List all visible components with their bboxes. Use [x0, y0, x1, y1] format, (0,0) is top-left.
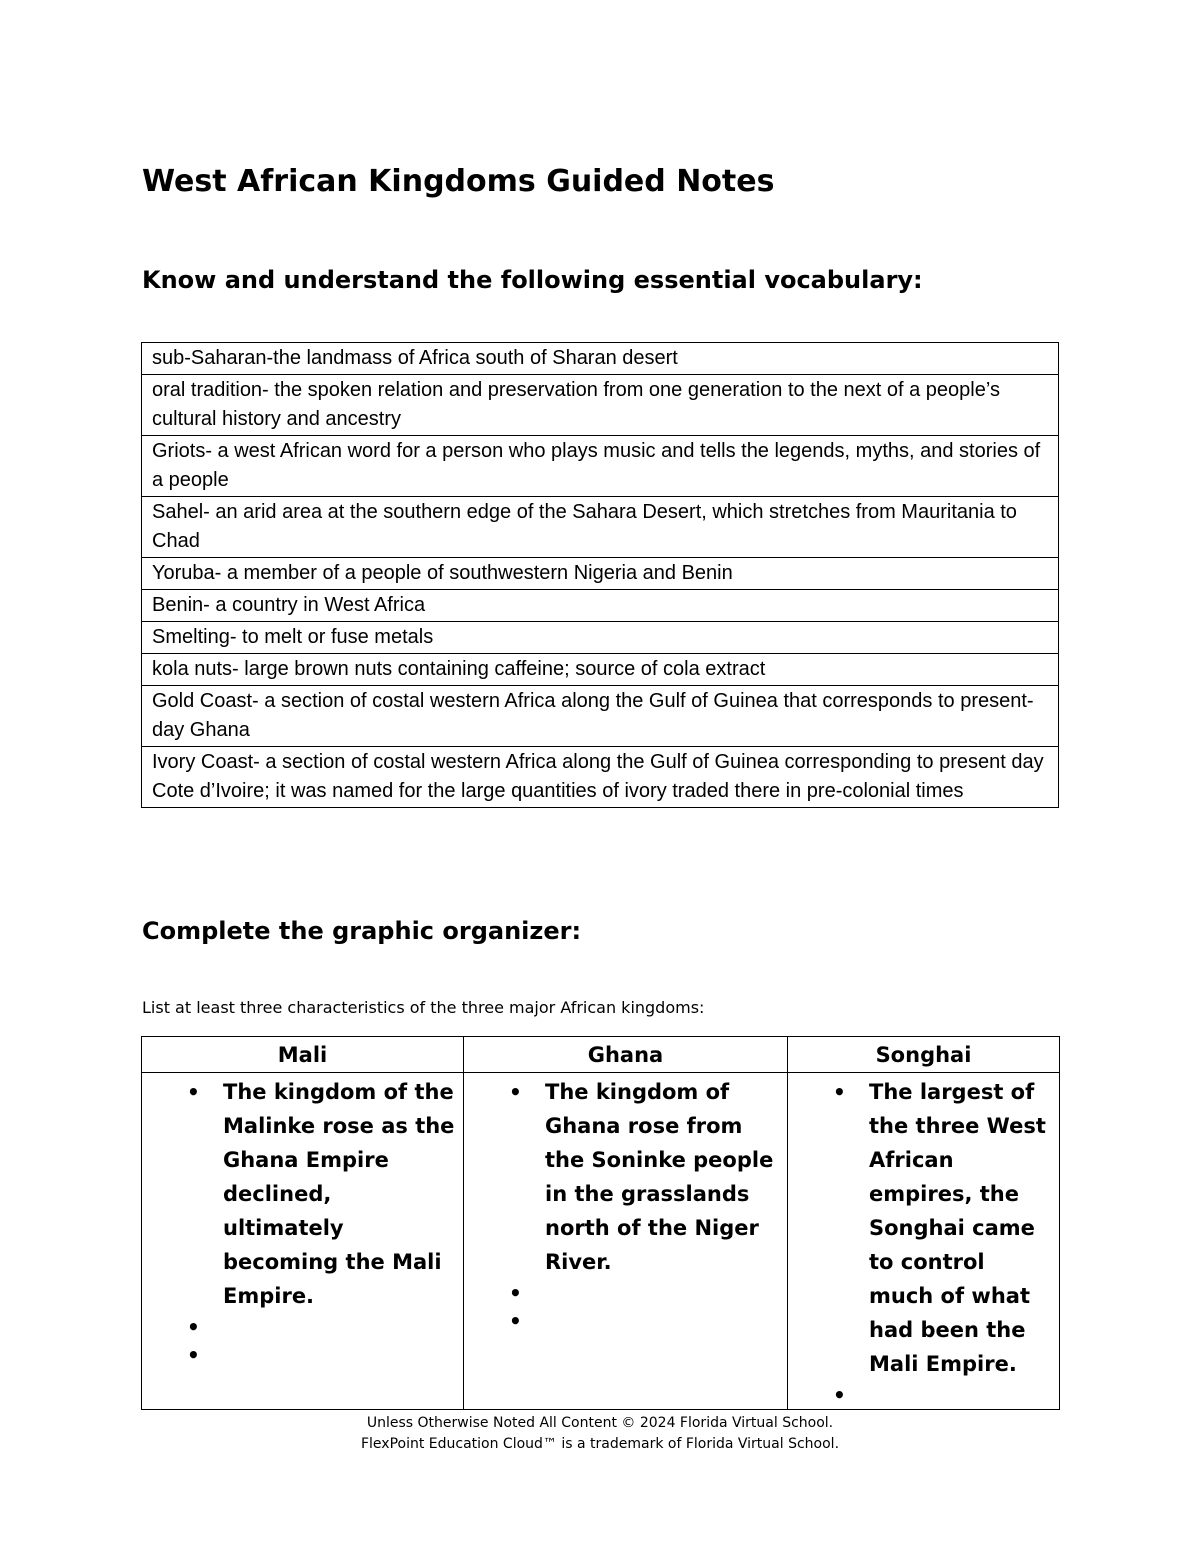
vocabulary-row — [142, 654, 1059, 686]
list-item — [788, 1075, 1051, 1381]
vocabulary-row — [142, 558, 1059, 590]
vocabulary-row — [142, 747, 1059, 808]
list-item — [464, 1075, 779, 1279]
songhai-cell[interactable] — [788, 1073, 1060, 1410]
bullet-icon: • — [833, 1080, 846, 1104]
organizer-header-row — [142, 1037, 1060, 1073]
organizer-instruction: List at least three characteristics of the three major African kingdoms: — [142, 998, 705, 1017]
bullet-icon: • — [187, 1343, 200, 1367]
vocabulary-entry: Sahel- an arid area at the southern edge of the Sahara Desert, which stretches from Mauritania to Chad — [142, 497, 1059, 558]
vocabulary-entry: Smelting- to melt or fuse metals — [142, 622, 1059, 654]
list-item[interactable] — [788, 1381, 1051, 1409]
vocabulary-entry: Yoruba- a member of a people of southwestern Nigeria and Benin — [142, 558, 1059, 590]
vocabulary-entry: oral tradition- the spoken relation and preservation from one generation to the next of a people’s cultural history and ancestry — [142, 375, 1059, 436]
list-item[interactable] — [142, 1313, 455, 1341]
list-item — [142, 1075, 455, 1313]
mali-bullet-list — [142, 1075, 455, 1369]
ghana-cell[interactable] — [464, 1073, 788, 1410]
bullet-icon: • — [509, 1281, 522, 1305]
list-item[interactable] — [464, 1307, 779, 1335]
footer-copyright: Unless Otherwise Noted All Content © 2024 Florida Virtual School. — [366, 1415, 834, 1431]
vocabulary-entry: Benin- a country in West Africa — [142, 590, 1059, 622]
ghana-bullet-list — [464, 1075, 779, 1335]
vocabulary-row — [142, 590, 1059, 622]
vocabulary-row — [142, 436, 1059, 497]
column-header-ghana: Ghana — [464, 1037, 788, 1073]
bullet-icon: • — [187, 1315, 200, 1339]
vocabulary-table — [141, 342, 1059, 808]
page-footer — [0, 1413, 1200, 1455]
vocabulary-entry: Griots- a west African word for a person who plays music and tells the legends, myths, and stories of a people — [142, 436, 1059, 497]
bullet-icon: • — [509, 1309, 522, 1333]
vocabulary-row — [142, 343, 1059, 375]
vocabulary-entry: kola nuts- large brown nuts containing caffeine; source of cola extract — [142, 654, 1059, 686]
footer-trademark: FlexPoint Education Cloud™ is a trademark of Florida Virtual School. — [360, 1436, 840, 1452]
songhai-bullet-list — [788, 1075, 1051, 1409]
vocabulary-row — [142, 497, 1059, 558]
list-item[interactable] — [464, 1279, 779, 1307]
organizer-body-row — [142, 1073, 1060, 1410]
bullet-text: The largest of the three West African empires, the Songhai came to control much of what had been the Mali Empire. — [869, 1080, 1046, 1376]
vocabulary-entry: sub-Saharan-the landmass of Africa south of Sharan desert — [142, 343, 1059, 375]
vocabulary-entry: Ivory Coast- a section of costal western Africa along the Gulf of Guinea corresponding to present day Cote d’Ivoire; it was named for the large quantities of ivory traded there in pre-colonial times — [142, 747, 1059, 808]
bullet-text: The kingdom of the Malinke rose as the Ghana Empire declined, ultimately becoming the Mali Empire. — [223, 1080, 455, 1308]
vocabulary-row — [142, 686, 1059, 747]
vocabulary-entry: Gold Coast- a section of costal western Africa along the Gulf of Guinea that corresponds to present-day Ghana — [142, 686, 1059, 747]
bullet-icon: • — [833, 1383, 846, 1407]
vocabulary-row — [142, 375, 1059, 436]
graphic-organizer-table — [141, 1036, 1060, 1410]
bullet-icon: • — [509, 1080, 522, 1104]
bullet-icon: • — [187, 1080, 200, 1104]
column-header-mali: Mali — [142, 1037, 464, 1073]
list-item[interactable] — [142, 1341, 455, 1369]
page-title: West African Kingdoms Guided Notes — [142, 164, 775, 199]
graphic-organizer-heading: Complete the graphic organizer: — [142, 917, 582, 945]
column-header-songhai: Songhai — [788, 1037, 1060, 1073]
bullet-text: The kingdom of Ghana rose from the Soninke people in the grasslands north of the Niger River. — [545, 1080, 774, 1274]
mali-cell[interactable] — [142, 1073, 464, 1410]
vocabulary-row — [142, 622, 1059, 654]
vocabulary-heading: Know and understand the following essential vocabulary: — [142, 266, 923, 294]
